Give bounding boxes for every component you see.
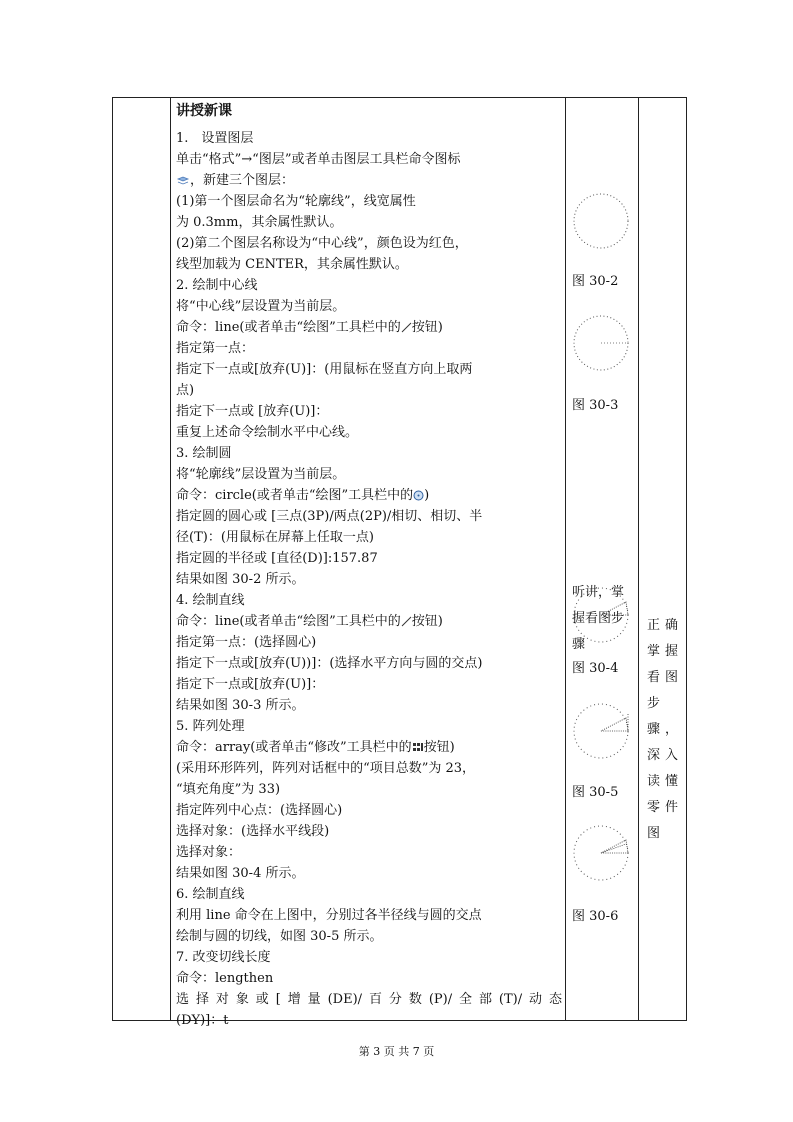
text-line <box>176 485 562 506</box>
text-line: 结果如图 30-3 所示。 <box>176 698 305 713</box>
text-line: 选择对象：(选择水平线段) <box>176 824 330 839</box>
text-line: 指定下一点或[放弃(U)]： <box>176 677 325 692</box>
text-line: (采用环形阵列，阵列对话框中的“项目总数”为 23， <box>176 761 476 776</box>
text-line: 指定第一点： <box>176 341 255 356</box>
text-line: 选择对象或[增量(DE)/百分数(P)/全部(T)/动态 <box>176 992 562 1007</box>
text-line: 指定圆的半径或 [直径(D)]:157.87 <box>176 551 378 566</box>
figure-30-4-image <box>570 584 632 646</box>
text-line: 将“中心线”层设置为当前层。 <box>176 299 346 314</box>
figure-caption: 图 30-5 <box>572 785 619 800</box>
figure-30-5-image <box>570 700 632 762</box>
text-line: 重复上述命令绘制水平中心线。 <box>176 425 359 440</box>
step-title: 3. 绘制圆 <box>176 446 232 461</box>
circle-tool-icon <box>413 490 424 501</box>
step-title: 6. 绘制直线 <box>176 887 245 902</box>
text-line <box>176 170 562 191</box>
page-footer: 第 3 页 共 7 页 <box>358 1045 435 1058</box>
text-line: 绘制与圆的切线，如图 30-5 所示。 <box>176 929 383 944</box>
text-line: 利用 line 命令在上图中，分别过各半径线与圆的交点 <box>176 908 482 923</box>
line-tool-icon <box>401 322 412 333</box>
text-line: (DY)]：t <box>176 1013 229 1028</box>
text-line: 指定阵列中心点：(选择圆心) <box>176 803 343 818</box>
goal-column <box>639 98 688 1020</box>
figure-caption: 图 30-6 <box>572 909 619 924</box>
text-line <box>176 317 562 338</box>
text-line: 点) <box>176 383 195 398</box>
text-line: 指定下一点或[放弃(U)]：(用鼠标在竖直方向上取两 <box>176 362 473 377</box>
text-fragment: 命令：line(或者单击“绘图”工具栏中的 <box>176 614 401 629</box>
text-fragment: 命令：line(或者单击“绘图”工具栏中的 <box>176 320 401 335</box>
text-line: 径(T)：(用鼠标在屏幕上任取一点) <box>176 530 374 545</box>
step-title: 1. 设置图层 <box>176 131 254 146</box>
text-fragment: 按钮) <box>423 740 455 755</box>
text-line: (2)第二个图层名称设为“中心线”，颜色设为红色， <box>176 236 468 251</box>
text-fragment: 命令：circle(或者单击“绘图”工具栏中的 <box>176 488 414 503</box>
text-fragment: 按钮) <box>411 614 443 629</box>
figure-caption: 图 30-3 <box>572 398 619 413</box>
instruction-list <box>176 128 562 1031</box>
text-line: 指定圆的圆心或 [三点(3P)/两点(2P)/相切、相切、半 <box>176 509 483 524</box>
text-line: 单击“格式”→“图层”或者单击图层工具栏命令图标 <box>176 152 461 167</box>
text-line: 结果如图 30-4 所示。 <box>176 866 305 881</box>
line-tool-icon <box>401 616 412 627</box>
figure-column <box>566 98 639 1020</box>
array-tool-icon <box>412 742 424 753</box>
figure-caption: 图 30-2 <box>572 274 619 289</box>
step-title: 2. 绘制中心线 <box>176 278 258 293</box>
text-line: 指定下一点或[放弃(U))]：(选择水平方向与圆的交点) <box>176 656 483 671</box>
text-line: 线型加载为 CENTER，其余属性默认。 <box>176 257 408 272</box>
text-line <box>176 611 562 632</box>
step-title: 7. 改变切线长度 <box>176 950 271 965</box>
text-line: 指定第一点：(选择圆心) <box>176 635 317 650</box>
text-line: 将“轮廓线”层设置为当前层。 <box>176 467 346 482</box>
text-fragment: 命令：array(或者单击“修改”工具栏中的 <box>176 740 412 755</box>
text-line: 选择对象： <box>176 845 242 860</box>
student-activity-note: 听讲，掌握看图步骤 <box>572 585 625 652</box>
text-line: 命令：lengthen <box>176 971 274 986</box>
step-title: 5. 阵列处理 <box>176 719 245 734</box>
text-line: 结果如图 30-2 所示。 <box>176 572 305 587</box>
text-line <box>176 737 562 758</box>
figure-30-3-image <box>570 312 632 374</box>
figure-30-2-image <box>570 190 632 252</box>
text-line: 为 0.3mm，其余属性默认。 <box>176 215 343 230</box>
figure-30-6-image <box>570 822 632 884</box>
lesson-content <box>171 98 566 1028</box>
figure-caption: 图 30-4 <box>572 661 619 676</box>
layer-icon <box>176 175 190 187</box>
lesson-table <box>112 97 687 1028</box>
text-fragment: 按钮) <box>411 320 443 335</box>
text-line: 指定下一点或 [放弃(U)]： <box>176 404 329 419</box>
text-fragment: ) <box>424 488 430 503</box>
text-line: “填充角度”为 33) <box>176 782 281 797</box>
section-heading: 讲授新课 <box>176 103 232 119</box>
teaching-goal: 正确掌握看图步骤，深入读懂零件图 <box>647 618 684 841</box>
step-title: 4. 绘制直线 <box>176 593 245 608</box>
text-fragment: ，新建三个图层： <box>190 173 295 188</box>
text-line: (1)第一个图层命名为“轮廓线”，线宽属性 <box>176 194 416 209</box>
